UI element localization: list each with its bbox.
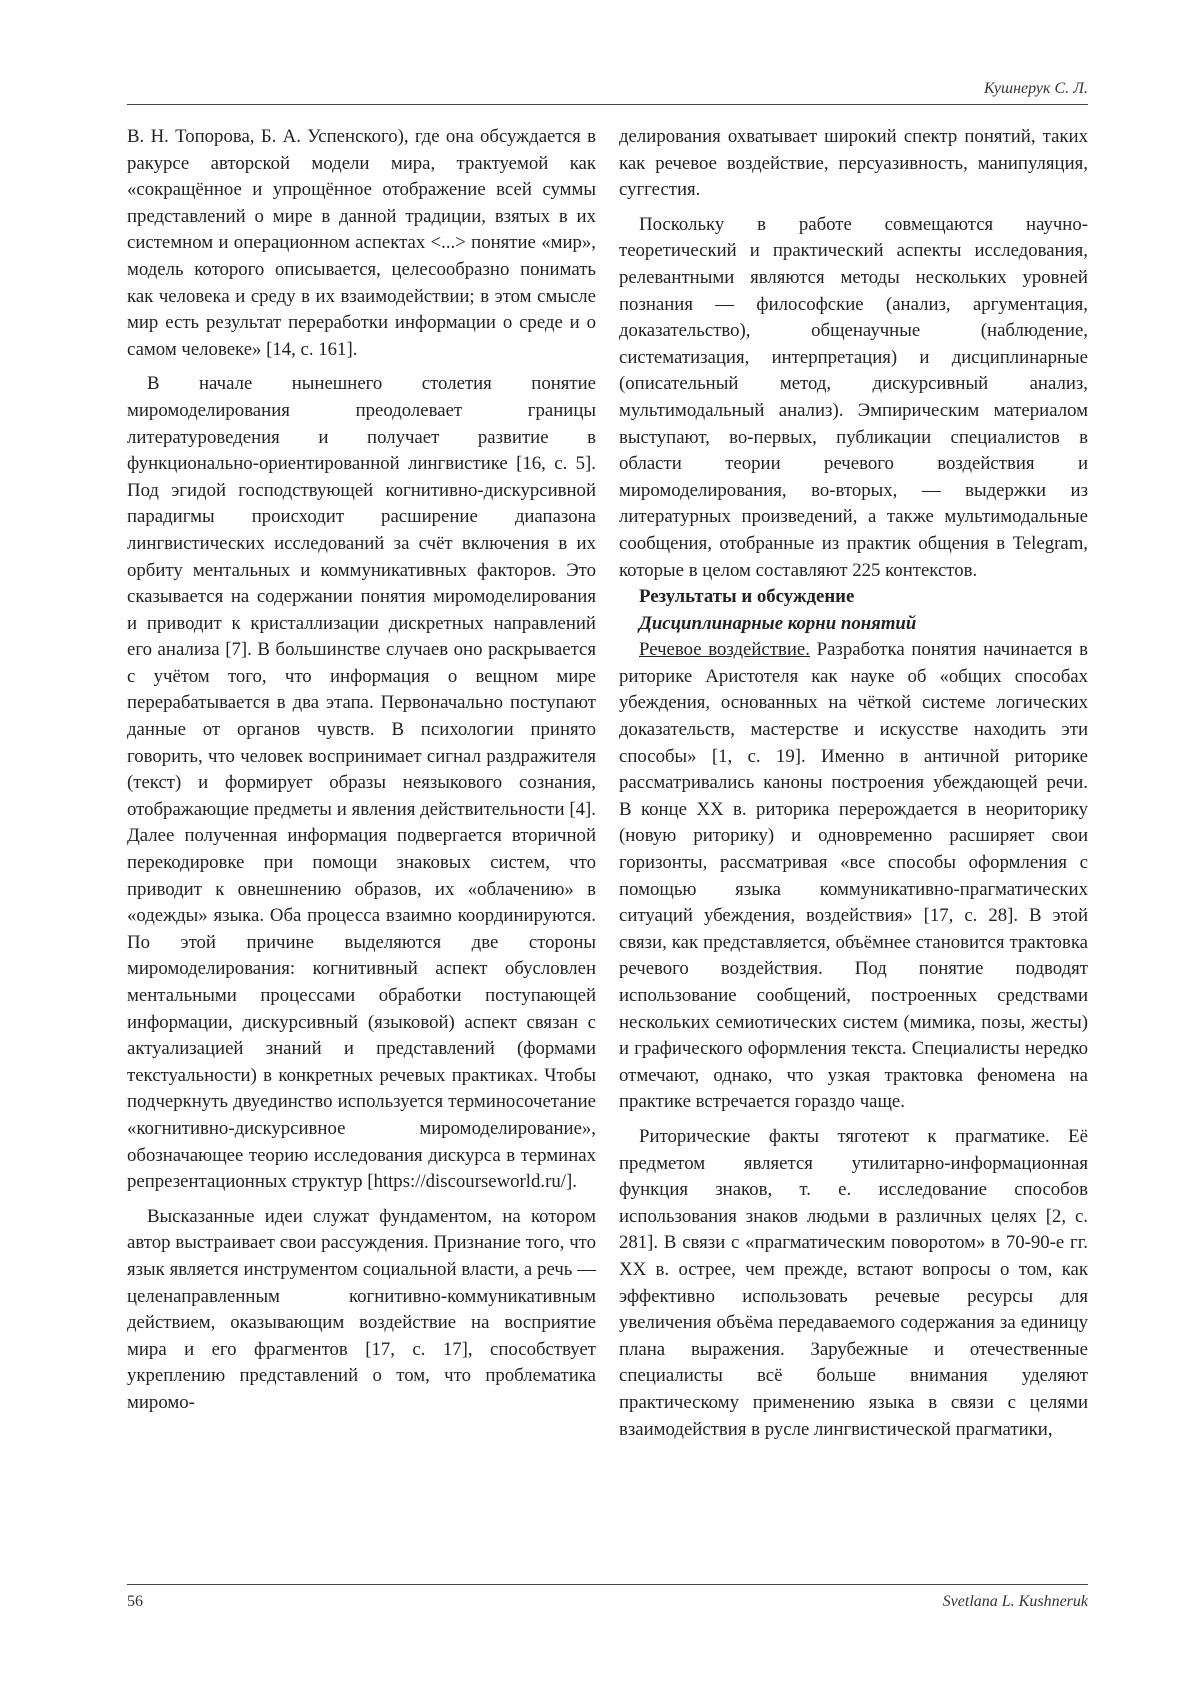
page-number: 56 [127,1593,143,1610]
left-column [127,124,596,1425]
footer-author: Svetlana L. Kushneruk [942,1593,1088,1610]
page-footer [127,1584,1088,1613]
right-column [619,124,1088,1451]
right-paragraph-1: делирования охватывает широкий спектр понятий, таких как речевое воздействие, персуазивность, манипуляция, суггестия. [619,126,1088,201]
section-subheading: Дисциплинарные корни понятий [639,612,917,634]
right-paragraph-3-body: Разработка понятия начинается в риторике Аристотеля как науке об «общих способах убеждения, основанных на чёткой системе логических доказательств, мастерстве и искусстве находить эти способы» [1, с. 19]. Именно в античной риторике рассматривались каноны построения убеждающей речи. В конце XX в. риторика перерождается в неориторику (новую риторику) и одновременно расширяет свои горизонты, рассматривая «все способы оформления с помощью языка коммуникативно-прагматических ситуаций убеждения, воздействия» [17, с. 28]. В этой связи, как представляется, объёмнее становится трактовка речевого воздействия. Под понятие подводят использование сообщений, построенных средствами нескольких семиотических систем (мимика, позы, жесты) и графического оформления текста. Специалисты нередко отмечают, однако, что узкая трактовка феномена на практике встречается гораздо чаще. [619,639,1088,1113]
left-paragraph-2: В начале нынешнего столетия понятие миромоделирования преодолевает границы литературоведения и получает развитие в функционально-ориентированной лингвистике [16, с. 5]. Под эгидой господствующей когнитивно-дискурсивной парадигмы происходит расширение диапазона лингвистических исследований за счёт включения в их орбиту ментальных и коммуникативных факторов. Это сказывается на содержании понятия миромоделирования и приводит к кристаллизации дискретных направлений его анализа [7]. В большинстве случаев оно раскрывается с учётом того, что информация о вещном мире перерабатывается в два этапа. Первоначально поступают данные от органов чувств. В психологии принято говорить, что человек воспринимает сигнал раздражителя (текст) и формирует образы неязыкового сознания, отображающие предметы и явления действительности [4]. Далее полученная информация подвергается вторичной перекодировке при помощи знаковых систем, что приводит к овнешнению образов, их «облачению» в «одежды» языка. Оба процесса взаимно координируются. По этой причине выделяются две стороны миромоделирования: когнитивный аспект обусловлен ментальными процессами обработки поступающей информации, дискурсивный (языковой) аспект связан с актуализацией знаний и представлений (формами текстуальности) в конкретных речевых практиках. Чтобы подчеркнуть двуединство используется терминосочетание «когнитивно-дискурсивное миромоделирование», обозначающее теорию исследования дискурса в терминах репрезентационных структур [https://discourseworld.ru/]. [127,373,596,1193]
left-paragraph-1: В. Н. Топорова, Б. А. Успенского), где она обсуждается в ракурсе авторской модели мира, трактуемой как «сокращённое и упрощённое отображение всей суммы представлений о мире в данной традиции, взятых в их системном и операционном аспектах <...> понятие «мир», модель которого описывается, целесообразно понимать как человека и среду в их взаимодействии; в этом смысле мир есть результат переработки информации о среде и о самом человеке» [14, с. 161]. [127,126,596,360]
right-paragraph-2: Поскольку в работе совмещаются научно-теоретический и практический аспекты исследования, релевантными являются методы нескольких уровней познания — философские (анализ, аргументация, доказательство), общенаучные (наблюдение, систематизация, интерпретация) и дисциплинарные (описательный метод, дискурсивный анализ, мультимодальный анализ). Эмпирическим материалом выступают, во-первых, публикации специалистов в области теории речевого воздействия и миромоделирования, во-вторых, — выдержки из литературных произведений, а также мультимодальные сообщения, отобранные из практик общения в Telegram, которые в целом составляют 225 контекстов. [619,213,1088,581]
left-paragraph-3: Высказанные идеи служат фундаментом, на котором автор выстраивает свои рассуждения. Признание того, что язык является инструментом социальной власти, а речь — целенаправленным когнитивно-коммуникативным действием, оказывающим воздействие на восприятие мира и его фрагментов [17, с. 17], способствует укреплению представлений о том, что проблематика миромо- [127,1205,596,1413]
right-paragraph-4: Риторические факты тяготеют к прагматике. Её предметом является утилитарно-информационная функция знаков, т. е. исследование способов использования знаков людьми в различных целях [2, с. 281]. В связи с «прагматическим поворотом» в 70-90-е гг. XX в. острее, чем прежде, встают вопросы о том, как эффективно использовать речевые ресурсы для увеличения объёма передаваемого содержания за единицу плана выражения. Зарубежные и отечественные специалисты всё больше внимания уделяют практическому применению языка в связи с целями взаимодействия в русле лингвистической прагматики, [619,1125,1088,1440]
running-head [127,78,1088,105]
running-head-author: Кушнерук С. Л. [983,80,1088,97]
term-speech-influence: Речевое воздействие. [639,639,810,661]
right-paragraph-3 [619,637,1088,1116]
section-heading: Результаты и обсуждение [639,586,855,608]
